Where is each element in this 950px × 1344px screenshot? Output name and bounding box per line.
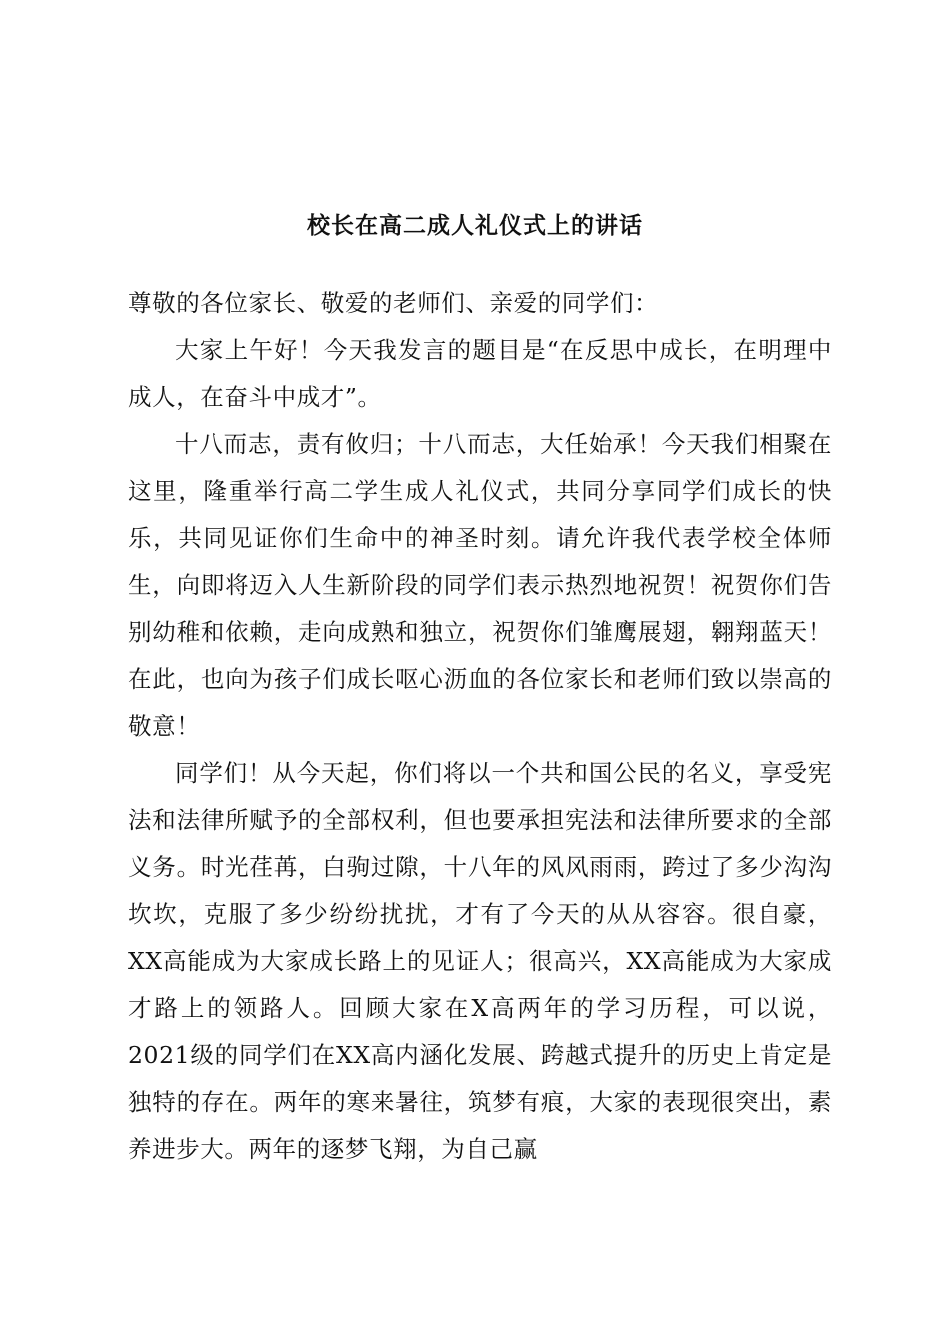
- paragraph-responsibility: 同学们！从今天起，你们将以一个共和国公民的名义，享受宪法和法律所赋予的全部权利，但也要承担宪法和法律所要求的全部义务。时光荏苒，白驹过隙，十八年的风风雨雨，跨过了多少沟沟坎坎，克服了多少纷纷扰扰，才有了今天的从从容容。很自豪，XX高能成为大家成长路上的见证人；很高兴，XX高能成为大家成才路上的领路人。回顾大家在X高两年的学习历程，可以说，2021级的同学们在XX高内涵化发展、跨越式提升的历史上肯定是独特的存在。两年的寒来暑往，筑梦有痕，大家的表现很突出，素养进步大。两年的逐梦飞翔，为自己赢: [128, 759, 832, 1163]
- salutation: 尊敬的各位家长、敬爱的老师们、亲爱的同学们：: [128, 289, 659, 317]
- paragraph-greeting: 大家上午好！今天我发言的题目是“在反思中成长，在明理中成人，在奋斗中成才”。: [128, 336, 832, 411]
- paragraph-ceremony: 十八而志，责有攸归；十八而志，大任始承！今天我们相聚在这里，隆重举行高二学生成人礼仪式，共同分享同学们成长的快乐，共同见证你们生命中的神圣时刻。请允许我代表学校全体师生，向即将迈入人生新阶段的同学们表示热烈地祝贺！祝贺你们告别幼稚和依赖，走向成熟和独立，祝贺你们雏鹰展翅，翱翔蓝天！在此，也向为孩子们成长呕心沥血的各位家长和老师们致以崇高的敬意！: [128, 430, 832, 740]
- document-body: [128, 280, 832, 1173]
- document-title: 校长在高二成人礼仪式上的讲话: [307, 212, 643, 239]
